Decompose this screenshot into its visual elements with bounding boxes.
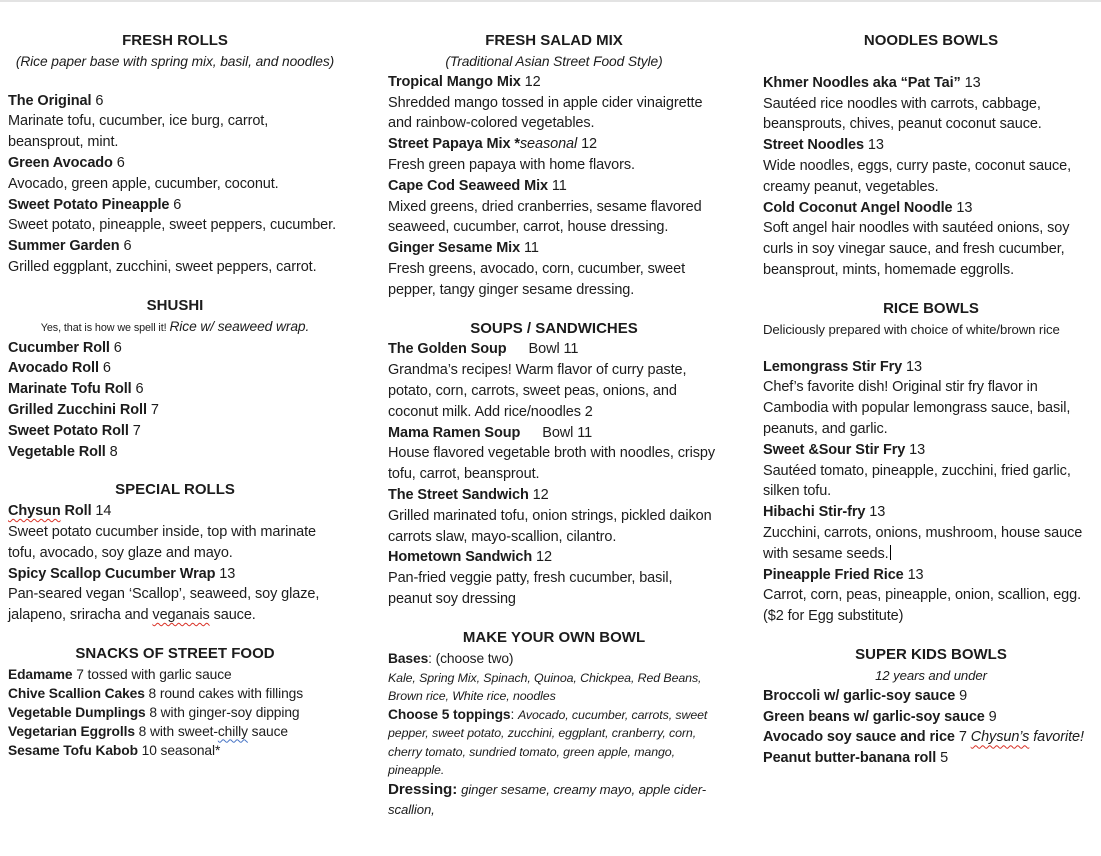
menu-item-title <box>388 134 720 155</box>
text-run: : <box>510 706 518 722</box>
text-run: Sautéed rice noodles with carrots, cabbage, beansprouts, chives, peanut coconut sauce. <box>763 95 1042 133</box>
text-run: 13 <box>903 566 924 583</box>
text-run: seasonal <box>519 136 578 153</box>
text-run: Spicy Scallop Cucumber Wrap <box>8 565 216 582</box>
text-run: 11 <box>520 240 539 257</box>
text-run: Chive Scallion Cakes <box>8 685 145 701</box>
menu-column-center <box>388 2 720 820</box>
text-run: 6 <box>91 92 104 109</box>
menu-item-title <box>8 379 342 400</box>
text-run: Yes, that is how we spell it! <box>40 321 170 334</box>
text-run: : (choose two) <box>428 650 514 666</box>
text-run: Broccoli w/ garlic-soy sauce <box>763 687 956 704</box>
text-run: Mixed greens, dried cranberries, sesame flavored seaweed, cucumber, carrot, house dressing. <box>388 198 702 236</box>
menu-item-desc <box>388 259 720 301</box>
text-run: favorite! <box>1029 729 1084 746</box>
section-heading: SNACKS OF STREET FOOD <box>75 644 275 662</box>
text-run: Grilled marinated tofu, onion strings, pickled daikon carrots slaw, mayo-scallion, cilantro. <box>388 507 712 545</box>
text-run: 13 <box>865 504 886 521</box>
section-subtitle <box>763 666 1099 686</box>
text-run: Street Noodles <box>763 137 864 154</box>
menu-item-title <box>388 706 720 780</box>
text-run: Sweet Potato Pineapple <box>8 196 170 213</box>
spacer <box>8 278 342 296</box>
menu-item-desc <box>8 257 342 278</box>
text-run: Wide noodles, eggs, curry paste, coconut sauce, creamy peanut, vegetables. <box>763 157 1072 195</box>
text-run: Soft angel hair noodles with sautéed onions, soy curls in soy vinegar sauce, and fresh cucumber, beansprout, mints, homemade eggrolls. <box>763 220 1070 278</box>
text-run: 8 <box>105 443 118 460</box>
menu-item-title <box>763 198 1099 219</box>
menu-item-title <box>8 684 342 703</box>
spacer <box>763 339 1099 357</box>
text-run: Sweet Potato Roll <box>8 422 129 439</box>
text-run: 6 <box>169 196 182 213</box>
text-run: 12 <box>520 73 541 90</box>
menu-item-desc <box>8 522 342 564</box>
menu-item-title <box>763 73 1099 94</box>
spacer <box>8 462 342 480</box>
text-run: 8 with sweet- <box>134 723 218 739</box>
text-run: Tropical Mango Mix <box>388 73 521 90</box>
menu-item-title <box>388 176 720 197</box>
text-run: 7 <box>128 422 141 439</box>
text-run: 10 seasonal* <box>137 742 221 758</box>
menu-item-title <box>8 338 342 359</box>
text-run: Marinate Tofu Roll <box>8 381 132 398</box>
text-run: Avocado, green apple, cucumber, coconut. <box>8 175 279 192</box>
text-run: Sweet potato cucumber inside, top with marinate tofu, avocado, soy glaze and mayo. <box>8 523 317 561</box>
section-heading: SUPER KIDS BOWLS <box>855 645 1007 663</box>
text-run: Pan-seared vegan ‘Scallop’, seaweed, soy glaze, jalapeno, sriracha and <box>8 586 320 624</box>
text-run: 6 <box>112 154 125 171</box>
menu-item-desc <box>388 360 720 422</box>
menu-item-desc <box>8 174 342 195</box>
text-run: Avocado Roll <box>8 360 99 377</box>
text-run: The Golden Soup <box>388 341 507 358</box>
text-run: Chef’s favorite dish! Original stir fry flavor in Cambodia with popular lemongrass sauce, basil, peanuts, and garlic. <box>763 379 1071 437</box>
text-run: Choose 5 toppings <box>388 706 511 722</box>
text-run: Street Papaya Mix * <box>388 136 520 153</box>
menu-item-title <box>8 501 342 522</box>
menu-item-title <box>388 780 720 820</box>
text-run: Green beans w/ garlic-soy sauce <box>763 708 985 725</box>
text-run: Zucchini, carrots, onions, mushroom, house sauce with sesame seeds. <box>763 524 1083 562</box>
text-run: Fresh greens, avocado, corn, cucumber, sweet pepper, tangy ginger sesame dressing. <box>388 260 686 298</box>
menu-item-title <box>8 564 342 585</box>
text-run: Vegetarian Eggrolls <box>8 723 135 739</box>
spellcheck-flagged-word: chilly <box>217 723 248 739</box>
menu-item-desc <box>8 215 342 236</box>
text-run: Green Avocado <box>8 154 113 171</box>
menu-column-left <box>8 2 342 760</box>
text-run: Shredded mango tossed in apple cider vinaigrette and rainbow-colored vegetables. <box>388 94 703 132</box>
text-run: 13 <box>863 137 884 154</box>
text-run: Kale, Spring Mix, Spinach, Quinoa, Chickpea, Red Beans, Brown rice, White rice, noodles <box>388 670 702 704</box>
spellcheck-flagged-word: veganais <box>152 607 210 624</box>
menu-item-title <box>388 339 720 360</box>
menu-item-desc <box>763 377 1099 439</box>
text-run: 12 <box>532 549 552 566</box>
menu-item-title <box>388 649 720 669</box>
menu-item-title <box>388 238 720 259</box>
spellcheck-flagged-word: Chysun <box>8 503 61 520</box>
text-run: Fresh green papaya with home flavors. <box>388 156 635 173</box>
menu-item-title <box>8 358 342 379</box>
text-run: Avocado soy sauce and rice <box>763 729 955 746</box>
menu-item-desc <box>388 155 720 176</box>
text-run: 13 <box>952 199 973 216</box>
menu-item-title <box>8 722 342 741</box>
menu-item-desc <box>388 669 720 706</box>
menu-item-desc <box>763 461 1099 503</box>
text-run: Cucumber Roll <box>8 339 110 356</box>
text-run: Vegetable Dumplings <box>8 704 146 720</box>
text-run: 6 <box>109 339 122 356</box>
section-heading: SOUPS / SANDWICHES <box>470 319 638 337</box>
section-heading: NOODLES BOWLS <box>863 32 999 49</box>
spacer <box>763 52 1099 73</box>
menu-item-title <box>8 236 342 257</box>
spacer <box>388 610 720 628</box>
menu-item-title <box>763 357 1099 378</box>
menu-item-title <box>763 135 1099 156</box>
text-run: Sautéed tomato, pineapple, zucchini, fried garlic, silken tofu. <box>763 462 1071 500</box>
menu-item-desc <box>763 218 1099 280</box>
menu-item-title <box>8 703 342 722</box>
text-run: sauce. <box>209 607 256 624</box>
text-run: sauce <box>247 723 289 739</box>
menu-item-title <box>763 727 1099 748</box>
spellcheck-flagged-word: Chysun’s <box>970 729 1030 746</box>
text-run: Ginger Sesame Mix <box>388 240 521 257</box>
menu-item-desc <box>388 93 720 135</box>
text-run: 13 <box>905 441 926 458</box>
menu-item-title <box>8 665 342 684</box>
text-run: Carrot, corn, peas, pineapple, onion, scallion, egg. ($2 for Egg substitute) <box>763 587 1082 625</box>
section-heading: SHUSHI <box>146 296 204 314</box>
text-run: 6 <box>119 238 132 255</box>
text-run: 13 <box>960 74 981 91</box>
menu-item-title <box>8 400 342 421</box>
menu-item-desc <box>388 443 720 485</box>
text-run: Grilled eggplant, zucchini, sweet peppers, carrot. <box>8 258 317 275</box>
section-heading: FRESH SALAD MIX <box>485 32 623 49</box>
menu-item-title <box>763 502 1099 523</box>
menu-item-title <box>763 707 1099 728</box>
text-run: Bases <box>388 650 429 666</box>
text-run: Deliciously prepared with choice of white/brown rice <box>763 321 1060 337</box>
section-heading: MAKE YOUR OWN BOWL <box>462 628 646 646</box>
text-run: Cold Coconut Angel Noodle <box>763 199 953 216</box>
text-run: Dressing: <box>388 781 458 799</box>
text-run: Sesame Tofu Kabob <box>8 742 138 758</box>
menu-item-title <box>8 153 342 174</box>
menu-item-desc <box>763 94 1099 136</box>
spacer <box>763 281 1099 299</box>
text-run: Bowl 11 <box>528 341 579 358</box>
text-run: 5 <box>936 750 949 767</box>
menu-item-desc <box>8 111 342 153</box>
text-run: 8 with ginger-soy dipping <box>145 704 300 720</box>
menu-item-desc <box>763 320 1099 339</box>
menu-item-title <box>8 195 342 216</box>
text-run: Khmer Noodles aka “Pat Tai” <box>763 74 961 91</box>
menu-item-desc <box>388 568 720 610</box>
text-run: The Original <box>8 92 92 109</box>
text-run: Rice w/ seaweed wrap. <box>169 318 310 334</box>
text-run: 9 <box>984 708 997 725</box>
text-run: House flavored vegetable broth with noodles, crispy tofu, carrot, beansprout. <box>388 445 715 483</box>
text-run: 8 round cakes with fillings <box>144 685 304 701</box>
text-run: Sweet &Sour Stir Fry <box>763 441 906 458</box>
menu-item-desc <box>763 523 1099 565</box>
text-run: Summer Garden <box>8 238 120 255</box>
menu-item-title <box>763 440 1099 461</box>
menu-item-title <box>763 565 1099 586</box>
text-run: 12 <box>528 486 549 503</box>
text-run: Edamame <box>8 666 73 682</box>
section-heading: RICE BOWLS <box>883 299 979 317</box>
text-run: Cape Cod Seaweed Mix <box>388 177 548 194</box>
text-run: 6 <box>131 381 144 398</box>
text-run: 13 <box>902 358 922 375</box>
text-run: 9 <box>955 687 968 704</box>
text-run: (Rice paper base with spring mix, basil, and noodles) <box>15 53 335 69</box>
menu-item-title <box>388 72 720 93</box>
menu-item-title <box>388 485 720 506</box>
text-run: 14 <box>91 503 112 520</box>
menu-column-right <box>763 2 1099 769</box>
menu-item-title <box>8 91 342 112</box>
section-subtitle <box>8 52 342 73</box>
text-run: Roll <box>60 503 92 520</box>
menu-item-title <box>8 741 342 760</box>
text-run: Hibachi Stir-fry <box>763 504 866 521</box>
text-run: 7 tossed with garlic sauce <box>72 666 232 682</box>
text-run: Pan-fried veggie patty, fresh cucumber, basil, peanut soy dressing <box>388 570 673 607</box>
menu-item-title <box>388 423 720 444</box>
menu-item-desc <box>388 506 720 548</box>
menu-item-desc <box>763 585 1099 627</box>
text-run: Marinate tofu, cucumber, ice burg, carrot, beansprout, mint. <box>8 113 269 151</box>
text-run: 6 <box>98 360 111 377</box>
text-run: Bowl 11 <box>542 424 593 441</box>
menu-item-title <box>388 547 720 568</box>
text-run: The Street Sandwich <box>388 486 529 503</box>
text-run: Avocado, cucumber, carrots, sweet pepper, sweet potato, zucchini, eggplant, cranberry, corn, cherry tomato, sundried tomato, green apple, mango, pineapple. <box>388 707 708 778</box>
spacer <box>8 73 342 91</box>
section-subtitle <box>388 52 720 72</box>
text-run: Lemongrass Stir Fry <box>763 358 903 375</box>
menu-item-title <box>763 748 1099 769</box>
section-subtitle <box>8 317 342 338</box>
text-run: 12 <box>577 136 597 153</box>
menu-item-desc <box>388 197 720 239</box>
text-run: Hometown Sandwich <box>388 549 533 566</box>
text-run: 7 <box>146 401 159 418</box>
spacer <box>8 626 342 644</box>
text-run: Grandma’s recipes! Warm flavor of curry paste, potato, corn, carrots, sweet peas, onions, and coconut milk. Add rice/noodles 2 <box>388 362 687 420</box>
spacer <box>388 301 720 319</box>
text-run: Sweet potato, pineapple, sweet peppers, cucumber. <box>8 217 337 234</box>
text-cursor-caret <box>890 545 892 560</box>
text-run: 7 <box>954 729 971 746</box>
text-run: 11 <box>547 177 567 194</box>
text-run: Peanut butter-banana roll <box>763 750 937 767</box>
menu-item-desc <box>8 584 342 626</box>
text-run: 13 <box>215 565 236 582</box>
text-run: 12 years and under <box>875 667 987 683</box>
menu-item-title <box>8 442 342 463</box>
text-run: Pineapple Fried Rice <box>763 566 904 583</box>
menu-item-title <box>763 686 1099 707</box>
menu-item-desc <box>763 156 1099 198</box>
section-heading: SPECIAL ROLLS <box>115 481 235 499</box>
text-run: Mama Ramen Soup <box>388 424 521 441</box>
text-run: Grilled Zucchini Roll <box>8 401 147 418</box>
text-run: (Traditional Asian Street Food Style) <box>445 53 663 69</box>
spacer <box>763 627 1099 645</box>
text-run: Vegetable Roll <box>8 443 106 460</box>
text-run: ginger sesame, creamy mayo, apple cider-scallion, <box>388 782 707 818</box>
section-heading: FRESH ROLLS <box>122 32 228 49</box>
menu-item-title <box>8 421 342 442</box>
